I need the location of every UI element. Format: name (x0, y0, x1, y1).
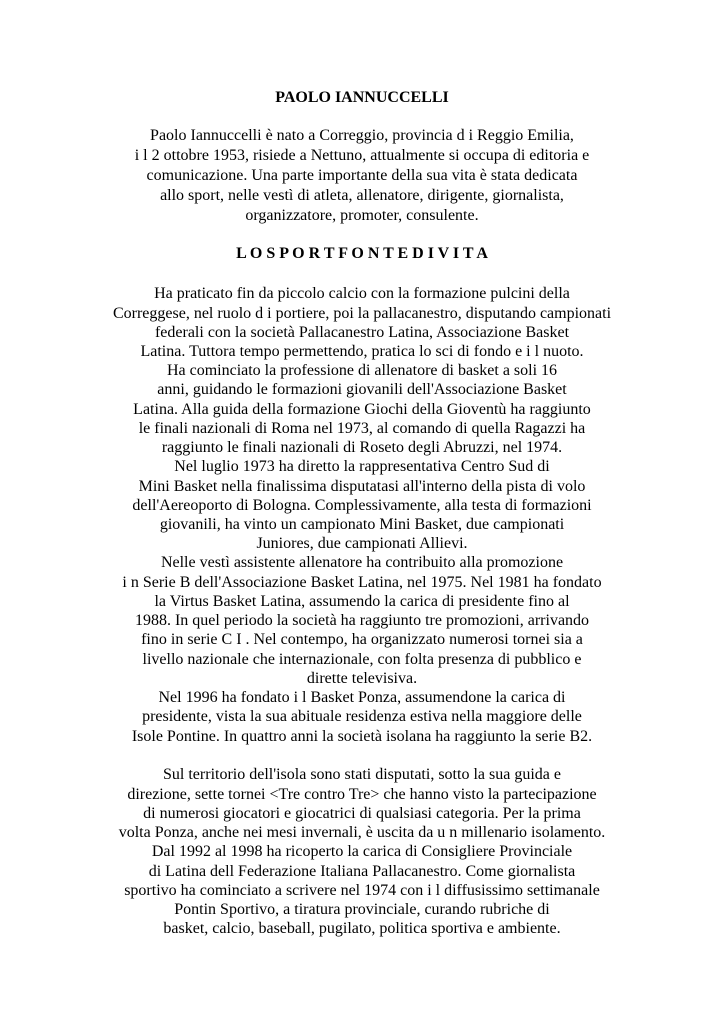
intro-line-5: organizzatore, promoter, consulente. (245, 207, 479, 224)
intro-line-3: comunicazione. Una parte importante della sua vita è stata dedicata (146, 167, 578, 184)
body-line-12: dell'Aereoporto di Bologna. Complessivamente, alla testa di formazioni (132, 497, 592, 514)
body-line-21: dirette televisiva. (306, 670, 418, 687)
body-line-11: Mini Basket nella finalissima disputatasi all'interno della pista di volo (138, 478, 586, 495)
body2-line-3: di numerosi giocatori e giocatrici di qualsiasi categoria. Per la prima (143, 805, 581, 822)
body2-line-7: sportivo ha cominciato a scrivere nel 1974 con i l diffusissimo settimanale (124, 882, 600, 899)
body-line-13: giovanili, ha vinto un campionato Mini Basket, due campionati (159, 516, 565, 533)
body-line-17: la Virtus Basket Latina, assumendo la carica di presidente fino al (154, 593, 570, 610)
document-title: PAOLO IANNUCCELLI (275, 89, 449, 106)
body-line-19: fino in serie C I . Nel contempo, ha organizzato numerosi tornei sia a (141, 631, 583, 648)
body-line-22: Nel 1996 ha fondato i l Basket Ponza, assumendone la carica di (158, 689, 566, 706)
body-line-7: Latina. Alla guida della formazione Giochi della Gioventù ha raggiunto (133, 401, 591, 418)
body-line-20: livello nazionale che internazionale, con folta presenza di pubblico e (142, 651, 582, 668)
intro-line-1: Paolo Iannuccelli è nato a Correggio, provincia d i Reggio Emilia, (150, 127, 574, 144)
body-line-9: raggiunto le finali nazionali di Roseto degli Abruzzi, nel 1974. (161, 439, 563, 456)
body2-line-8: Pontin Sportivo, a tiratura provinciale, curando rubriche di (174, 901, 550, 918)
intro-line-4: allo sport, nelle vestì di atleta, allenatore, dirigente, giornalista, (160, 187, 564, 204)
body-line-14: Juniores, due campionati Allievi. (256, 535, 468, 552)
body2-line-2: direzione, sette tornei <Tre contro Tre> che hanno visto la partecipazione (127, 786, 597, 803)
body-line-4: Latina. Tuttora tempo permettendo, pratica lo sci di fondo e i l nuoto. (140, 343, 584, 360)
intro-line-2: i l 2 ottobre 1953, risiede a Nettuno, attualmente si occupa di editoria e (134, 147, 590, 164)
body-line-16: i n Serie B dell'Associazione Basket Latina, nel 1975. Nel 1981 ha fondato (122, 574, 602, 591)
body-line-18: 1988. In quel periodo la società ha raggiunto tre promozioni, arrivando (134, 612, 590, 629)
body-line-2: Correggese, nel ruolo d i portiere, poi la pallacanestro, disputando campionati (112, 305, 612, 322)
body-line-15: Nelle vestì assistente allenatore ha contribuito alla promozione (160, 554, 564, 571)
body2-line-9: basket, calcio, baseball, pugilato, politica sportiva e ambiente. (163, 920, 561, 937)
body2-line-6: di Latina dell Federazione Italiana Pallacanestro. Come giornalista (148, 863, 576, 880)
body-line-6: anni, guidando le formazioni giovanili dell'Associazione Basket (157, 381, 567, 398)
section-heading: L O S P O R T F O N T E D I V I T A (236, 245, 488, 262)
body2-line-4: volta Ponza, anche nei mesi invernali, è uscita da u n millenario isolamento. (118, 824, 606, 841)
body-line-8: le finali nazionali di Roma nel 1973, al comando di quella Ragazzi ha (138, 420, 586, 437)
body-line-3: federali con la società Pallacanestro Latina, Associazione Basket (154, 324, 570, 341)
body-line-1: Ha praticato fin da piccolo calcio con la formazione pulcini della (154, 285, 570, 302)
body-line-5: Ha cominciato la professione di allenatore di basket a soli 16 (166, 362, 558, 379)
body-line-24: Isole Pontine. In quattro anni la società isolana ha raggiunto la serie B2. (131, 728, 593, 745)
body-line-10: Nel luglio 1973 ha diretto la rappresentativa Centro Sud di (174, 458, 550, 475)
body2-line-5: Dal 1992 al 1998 ha ricoperto la carica di Consigliere Provinciale (151, 843, 573, 860)
body2-line-1: Sul territorio dell'isola sono stati disputati, sotto la sua guida e (163, 766, 561, 783)
body-line-23: presidente, vista la sua abituale residenza estiva nella maggiore delle (142, 708, 582, 725)
